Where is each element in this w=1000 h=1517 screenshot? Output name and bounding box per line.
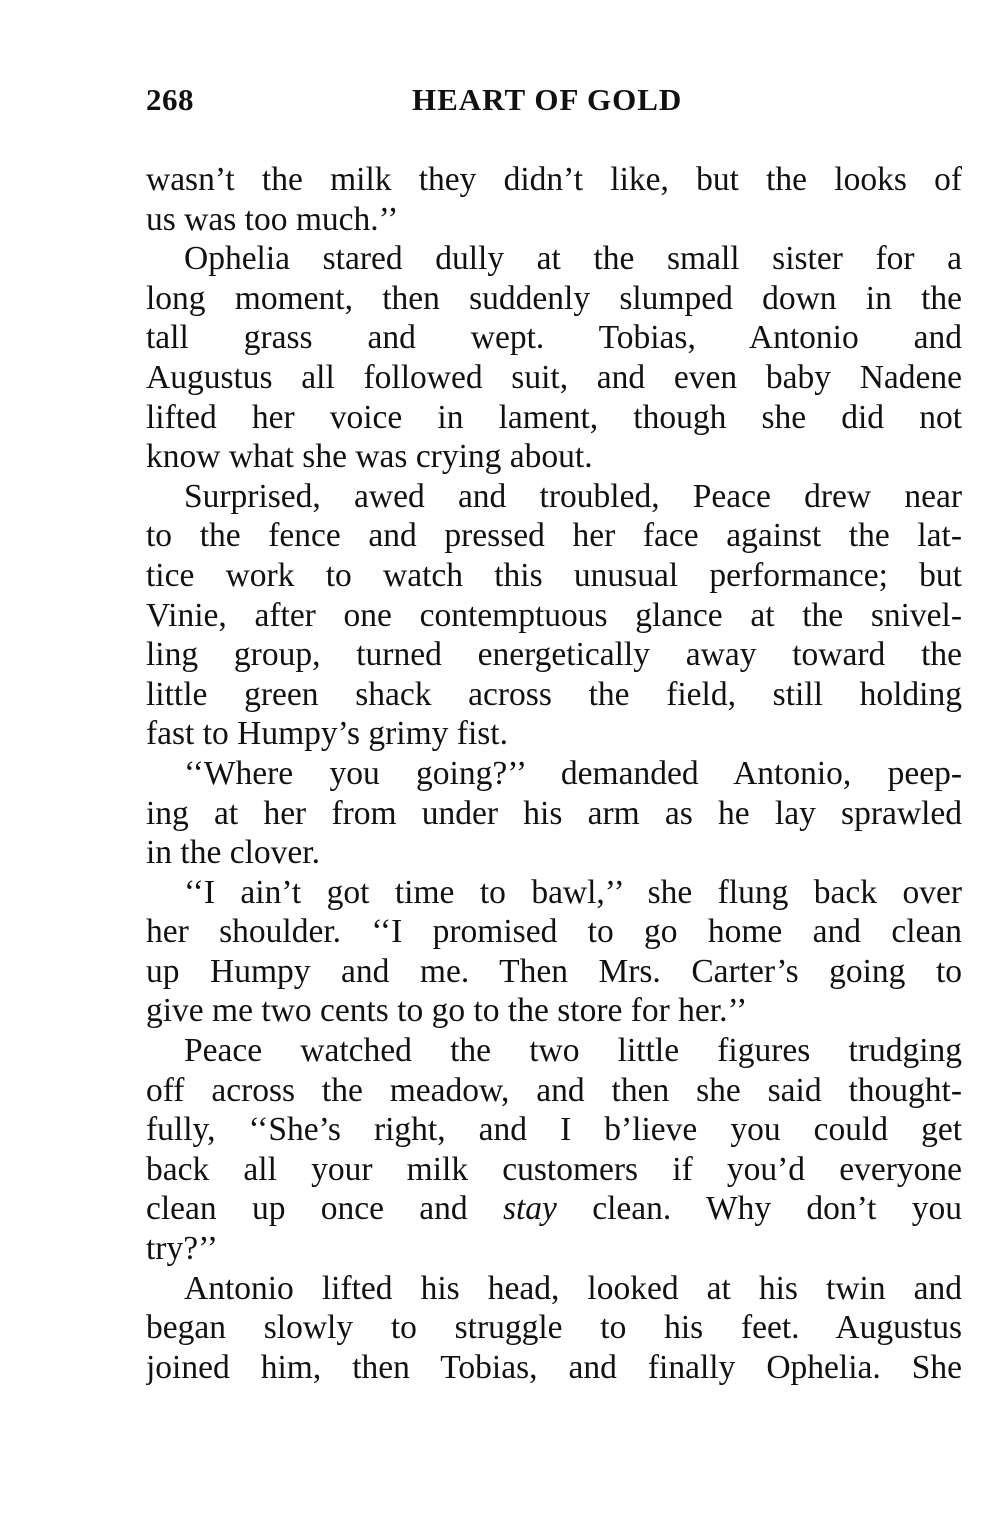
text-line: Augustus all followed suit, and even baby Nadene (146, 358, 962, 396)
text-line: tall grass and wept. Tobias, Antonio and (146, 319, 962, 357)
text-line: ling group, turned energetically away toward the (146, 636, 962, 674)
text-line: wasn’t the milk they didn’t like, but the looks of (146, 161, 962, 198)
running-head (146, 82, 960, 126)
text-line: know what she was crying about. (146, 438, 593, 476)
text-line: up Humpy and me. Then Mrs. Carter’s going to (146, 952, 962, 990)
text-line: back all your milk customers if you’d everyone (146, 1150, 962, 1188)
text-line: try?’’ (146, 1230, 218, 1268)
text-line: long moment, then suddenly slumped down in the (146, 279, 962, 317)
text-line: off across the meadow, and then she said thought- (146, 1071, 962, 1109)
text-line: ‘‘I ain’t got time to bawl,’’ she flung back over (184, 873, 962, 911)
book-title: HEART OF GOLD (412, 82, 683, 117)
text-line: her shoulder. ‘‘I promised to go home and clean (146, 913, 962, 951)
text-line: little green shack across the field, still holding (146, 675, 962, 713)
text-line: Vinie, after one contemptuous glance at the snivel- (146, 596, 962, 634)
text-line: tice work to watch this unusual performance; but (146, 556, 962, 594)
page-number: 268 (146, 82, 194, 117)
text-line: in the clover. (146, 834, 320, 872)
text-line: Surprised, awed and troubled, Peace drew near (184, 477, 962, 515)
italic-word: stay (502, 1190, 557, 1228)
text-line: began slowly to struggle to his feet. Augustus (146, 1309, 962, 1347)
text-line: Peace watched the two little figures trudging (184, 1032, 962, 1070)
text-line: Ophelia stared dully at the small sister for a (184, 240, 962, 278)
text-line: give me two cents to go to the store for her.’’ (146, 992, 748, 1030)
body-text (146, 160, 962, 1387)
text-line: joined him, then Tobias, and finally Ophelia. She (146, 1348, 962, 1386)
text-line: Antonio lifted his head, looked at his twin and (184, 1269, 962, 1307)
text-line: fast to Humpy’s grimy fist. (146, 715, 508, 753)
text-line: us was too much.’’ (146, 200, 399, 238)
text-line: ‘‘Where you going?’’ demanded Antonio, peep- (184, 754, 962, 792)
text-line: to the fence and pressed her face against the lat- (146, 517, 962, 555)
text-line: lifted her voice in lament, though she did not (146, 398, 962, 436)
text-line: fully, ‘‘She’s right, and I b’lieve you could get (146, 1111, 962, 1149)
text-segment: clean up once and (146, 1190, 468, 1228)
text-segment: clean. Why don’t you (592, 1190, 962, 1228)
text-line-mixed (146, 1189, 962, 1229)
text-line: ing at her from under his arm as he lay sprawled (146, 794, 962, 832)
